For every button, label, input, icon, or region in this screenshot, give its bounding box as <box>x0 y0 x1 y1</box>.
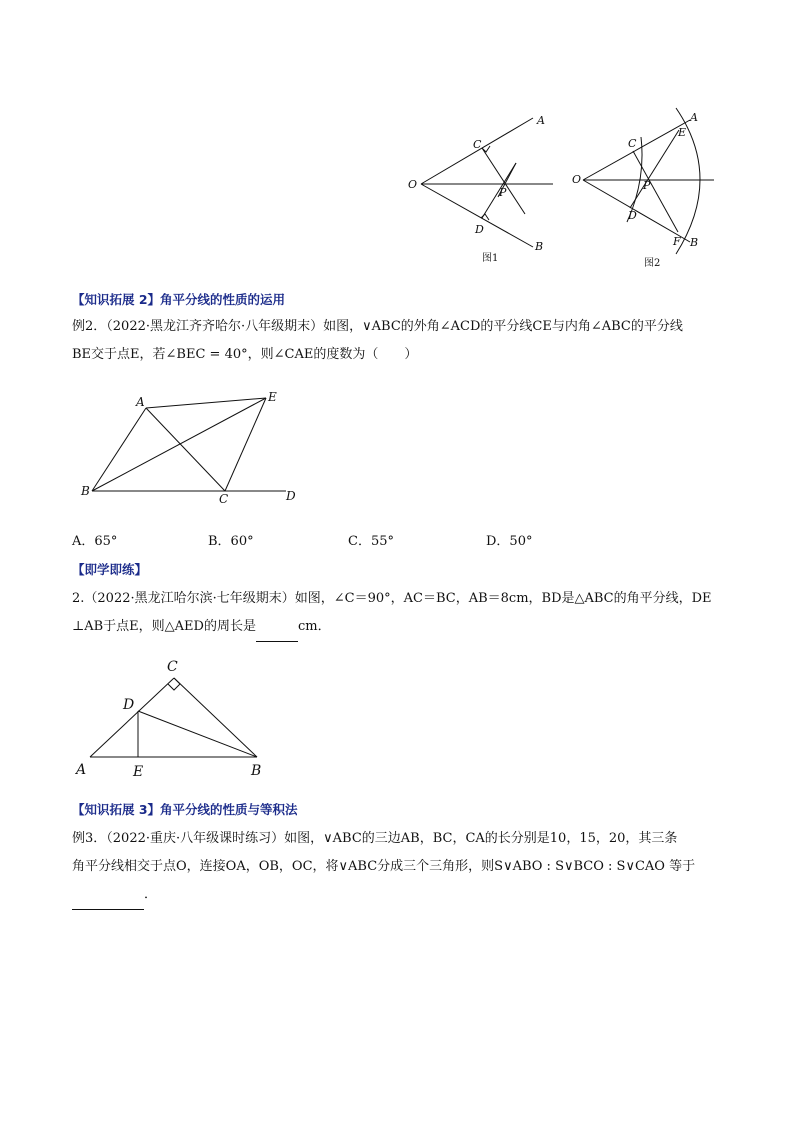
example3-line3-after: ． <box>144 887 158 902</box>
example3-answer-blank[interactable] <box>72 881 144 910</box>
example2-label-D: D <box>286 489 296 503</box>
fig2-label-O: O <box>572 173 582 186</box>
practice-figure-lines <box>90 678 257 757</box>
example2-option-a: A．65° <box>72 534 118 549</box>
practice-label-C: C <box>167 659 178 675</box>
example2-label-E: E <box>268 390 277 404</box>
example3-text <box>72 825 732 910</box>
example3-line2: 角平分线相交于点O，连接OA，OB，OC，将∨ABC分成三个三角形，则S∨ABO : S∨BCO : S∨CAO 等于 <box>72 859 696 874</box>
fig2-label-B: B <box>690 236 699 249</box>
example2-text <box>72 313 732 369</box>
practice-line2 <box>72 613 732 642</box>
fig1-label-O: O <box>408 178 418 191</box>
practice-line2-after: cm． <box>297 619 331 634</box>
section2-title: 【知识拓展 2】角平分线的性质的运用 <box>72 292 286 307</box>
fig1-label-C: C <box>473 138 482 151</box>
example2-option-d: D．50° <box>486 534 533 549</box>
practice-label-B: B <box>251 763 262 779</box>
example2-line2: BE交于点E，若∠BEC = 40°，则∠CAE的度数为（ ） <box>72 347 418 362</box>
fig1-label-A: A <box>537 114 545 127</box>
fig2-label-A: A <box>690 111 698 124</box>
practice-label-D: D <box>123 697 135 713</box>
example2-label-A: A <box>136 395 145 409</box>
example2-label-B: B <box>81 484 90 498</box>
fig1-label-B: B <box>535 240 544 253</box>
fig2-label-C: C <box>628 137 637 150</box>
example2-figure-lines <box>92 398 286 491</box>
practice-title: 【即学即练】 <box>72 562 148 577</box>
fig1-lines <box>421 118 553 247</box>
fig1-label-D: D <box>475 223 484 236</box>
practice-label-E: E <box>133 764 144 780</box>
practice-line1: 2.（2022·黑龙江哈尔滨·七年级期末）如图，∠C＝90°，AC＝BC，AB＝8cm，BD是△ABC的角平分线，DE <box>72 591 712 606</box>
practice-label-A: A <box>76 762 87 778</box>
practice-answer-blank[interactable] <box>256 613 298 642</box>
fig2-label-E: E <box>678 126 687 139</box>
practice-line2-before: ⊥AB于点E，则△AED的周长是 <box>72 619 256 634</box>
example2-option-b: B．60° <box>208 534 254 549</box>
section3-title: 【知识拓展 3】角平分线的性质与等积法 <box>72 802 298 817</box>
fig2-caption: 图2 <box>644 258 661 269</box>
fig2-label-P: P <box>643 179 651 192</box>
practice-text <box>72 585 732 642</box>
example2-line1: 例2．（2022·黑龙江齐齐哈尔·八年级期末）如图，∨ABC的外角∠ACD的平分线CE与内角∠ABC的平分线 <box>72 319 683 334</box>
example2-option-c: C．55° <box>348 534 394 549</box>
fig2-label-F: F <box>673 235 681 248</box>
fig1-label-P: P <box>499 186 507 199</box>
example3-line3 <box>72 881 732 910</box>
fig2-label-D: D <box>628 209 637 222</box>
fig1-caption: 图1 <box>482 253 499 264</box>
example2-label-C: C <box>219 492 229 506</box>
example3-line1: 例3．（2022·重庆·八年级课时练习）如图，∨ABC的三边AB，BC，CA的长分别是10，15，20，其三条 <box>72 831 678 846</box>
